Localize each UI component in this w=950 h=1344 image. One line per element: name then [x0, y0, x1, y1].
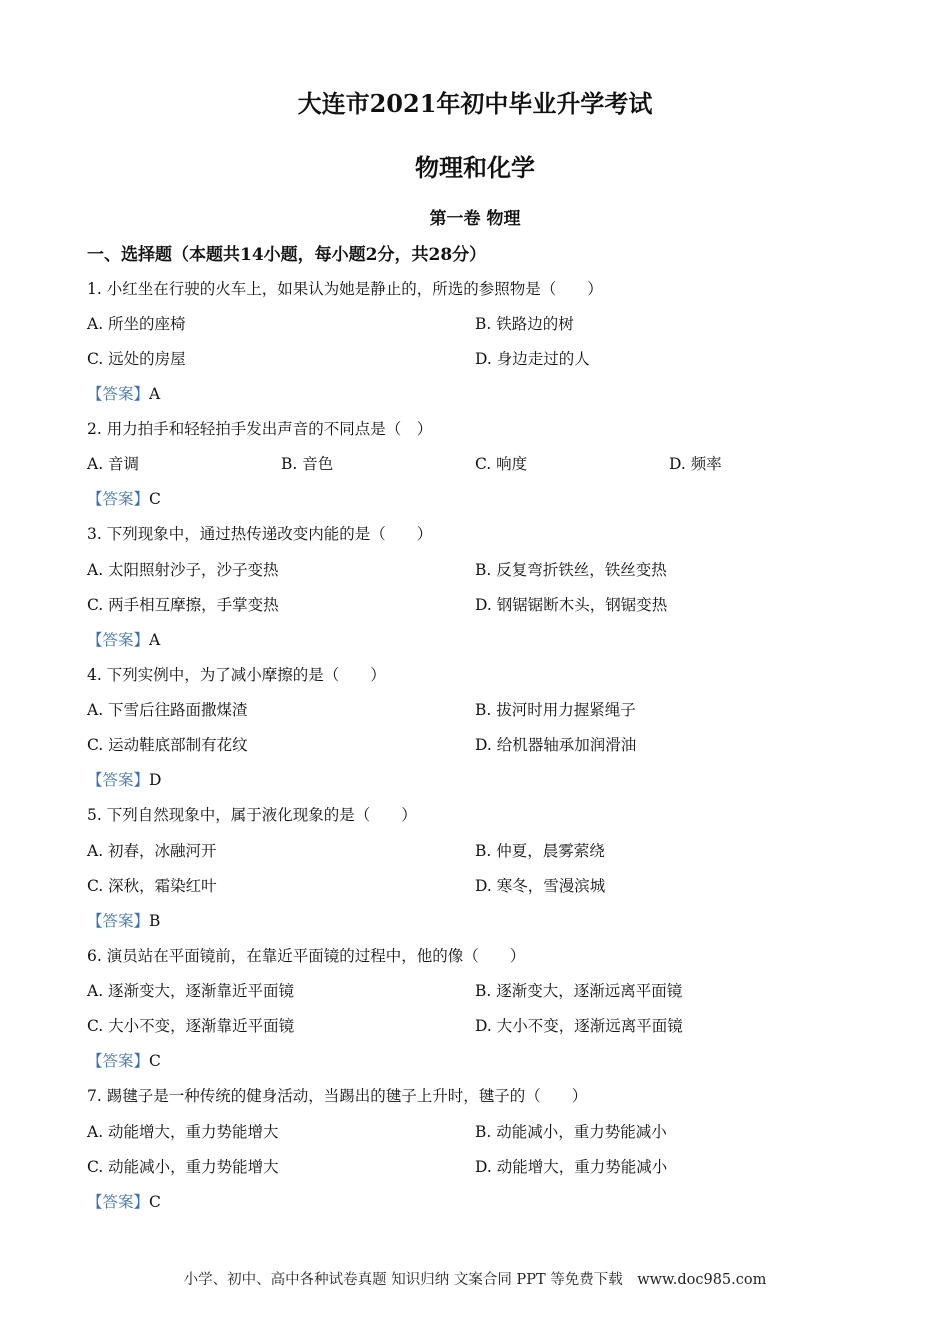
answer-line [87, 383, 160, 405]
question-stem: 1. 小红坐在行驶的火车上，如果认为她是静止的，所选的参照物是（ ） [87, 280, 603, 298]
question-stem: 5. 下列自然现象中，属于液化现象的是（ ） [87, 806, 417, 824]
volume-heading: 第一卷 物理 [429, 209, 521, 229]
option-a: A. 音调 [87, 455, 140, 473]
option-d: D. 身边走过的人 [475, 350, 590, 368]
exam-title: 大连市2021年初中毕业升学考试 [297, 89, 653, 118]
answer-tag: 【答案】 [87, 1193, 150, 1211]
option-b: B. 仲夏，晨雾萦绕 [475, 842, 605, 860]
answer-tag: 【答案】 [87, 912, 150, 930]
answer-tag: 【答案】 [87, 490, 150, 508]
answer-line [87, 910, 160, 932]
option-a: A. 下雪后往路面撒煤渣 [87, 701, 248, 719]
option-c: C. 深秋，霜染红叶 [87, 877, 217, 895]
answer-value: A [149, 385, 161, 403]
question-stem: 3. 下列现象中，通过热传递改变内能的是（ ） [87, 525, 433, 543]
option-a: A. 逐渐变大，逐渐靠近平面镜 [87, 982, 295, 1000]
option-a: A. 初春，冰融河开 [87, 842, 217, 860]
answer-line [87, 488, 161, 510]
option-d: D. 大小不变，逐渐远离平面镜 [475, 1017, 683, 1035]
option-d: D. 频率 [669, 455, 722, 473]
answer-line [87, 629, 160, 651]
answer-tag: 【答案】 [87, 1052, 150, 1070]
answer-value: C [149, 1052, 161, 1070]
option-c: C. 运动鞋底部制有花纹 [87, 736, 248, 754]
exam-subject: 物理和化学 [415, 153, 535, 182]
option-d: D. 给机器轴承加润滑油 [475, 736, 637, 754]
option-d: D. 动能增大，重力势能减小 [475, 1158, 668, 1176]
option-b: B. 音色 [281, 455, 334, 473]
answer-value: B [149, 912, 161, 930]
question-stem: 7. 踢毽子是一种传统的健身活动，当踢出的毽子上升时，毽子的（ ） [87, 1087, 588, 1105]
question-stem: 6. 演员站在平面镜前，在靠近平面镜的过程中，他的像（ ） [87, 947, 526, 965]
option-a: A. 动能增大，重力势能增大 [87, 1123, 279, 1141]
option-b: B. 逐渐变大，逐渐远离平面镜 [475, 982, 683, 1000]
question-stem: 4. 下列实例中，为了减小摩擦的是（ ） [87, 666, 386, 684]
answer-value: A [149, 631, 161, 649]
answer-line [87, 1191, 161, 1213]
answer-value: C [149, 1193, 161, 1211]
answer-tag: 【答案】 [87, 385, 150, 403]
option-b: B. 反复弯折铁丝，铁丝变热 [475, 561, 667, 579]
option-c: C. 大小不变，逐渐靠近平面镜 [87, 1017, 295, 1035]
option-c: C. 动能减小，重力势能增大 [87, 1158, 279, 1176]
question-stem: 2. 用力拍手和轻轻拍手发出声音的不同点是（ ） [87, 420, 433, 438]
option-a: A. 太阳照射沙子，沙子变热 [87, 561, 279, 579]
answer-tag: 【答案】 [87, 631, 150, 649]
option-b: B. 拔河时用力握紧绳子 [475, 701, 636, 719]
option-d: D. 寒冬，雪漫滨城 [475, 877, 606, 895]
option-c: C. 两手相互摩擦，手掌变热 [87, 596, 279, 614]
answer-tag: 【答案】 [87, 771, 150, 789]
option-a: A. 所坐的座椅 [87, 315, 186, 333]
option-d: D. 钢锯锯断木头，钢锯变热 [475, 596, 668, 614]
option-c: C. 响度 [475, 455, 528, 473]
option-b: B. 铁路边的树 [475, 315, 574, 333]
answer-line [87, 769, 161, 791]
footer-link-text: 小学、初中、高中各种试卷真题 知识归纳 文案合同 PPT 等免费下载 www.doc985.com [183, 1272, 767, 1288]
answer-value: C [149, 490, 161, 508]
answer-line [87, 1050, 161, 1072]
answer-value: D [149, 771, 162, 789]
option-b: B. 动能减小，重力势能减小 [475, 1123, 667, 1141]
option-c: C. 远处的房屋 [87, 350, 186, 368]
section-heading: 一、选择题（本题共14小题，每小题2分，共28分） [87, 245, 487, 265]
